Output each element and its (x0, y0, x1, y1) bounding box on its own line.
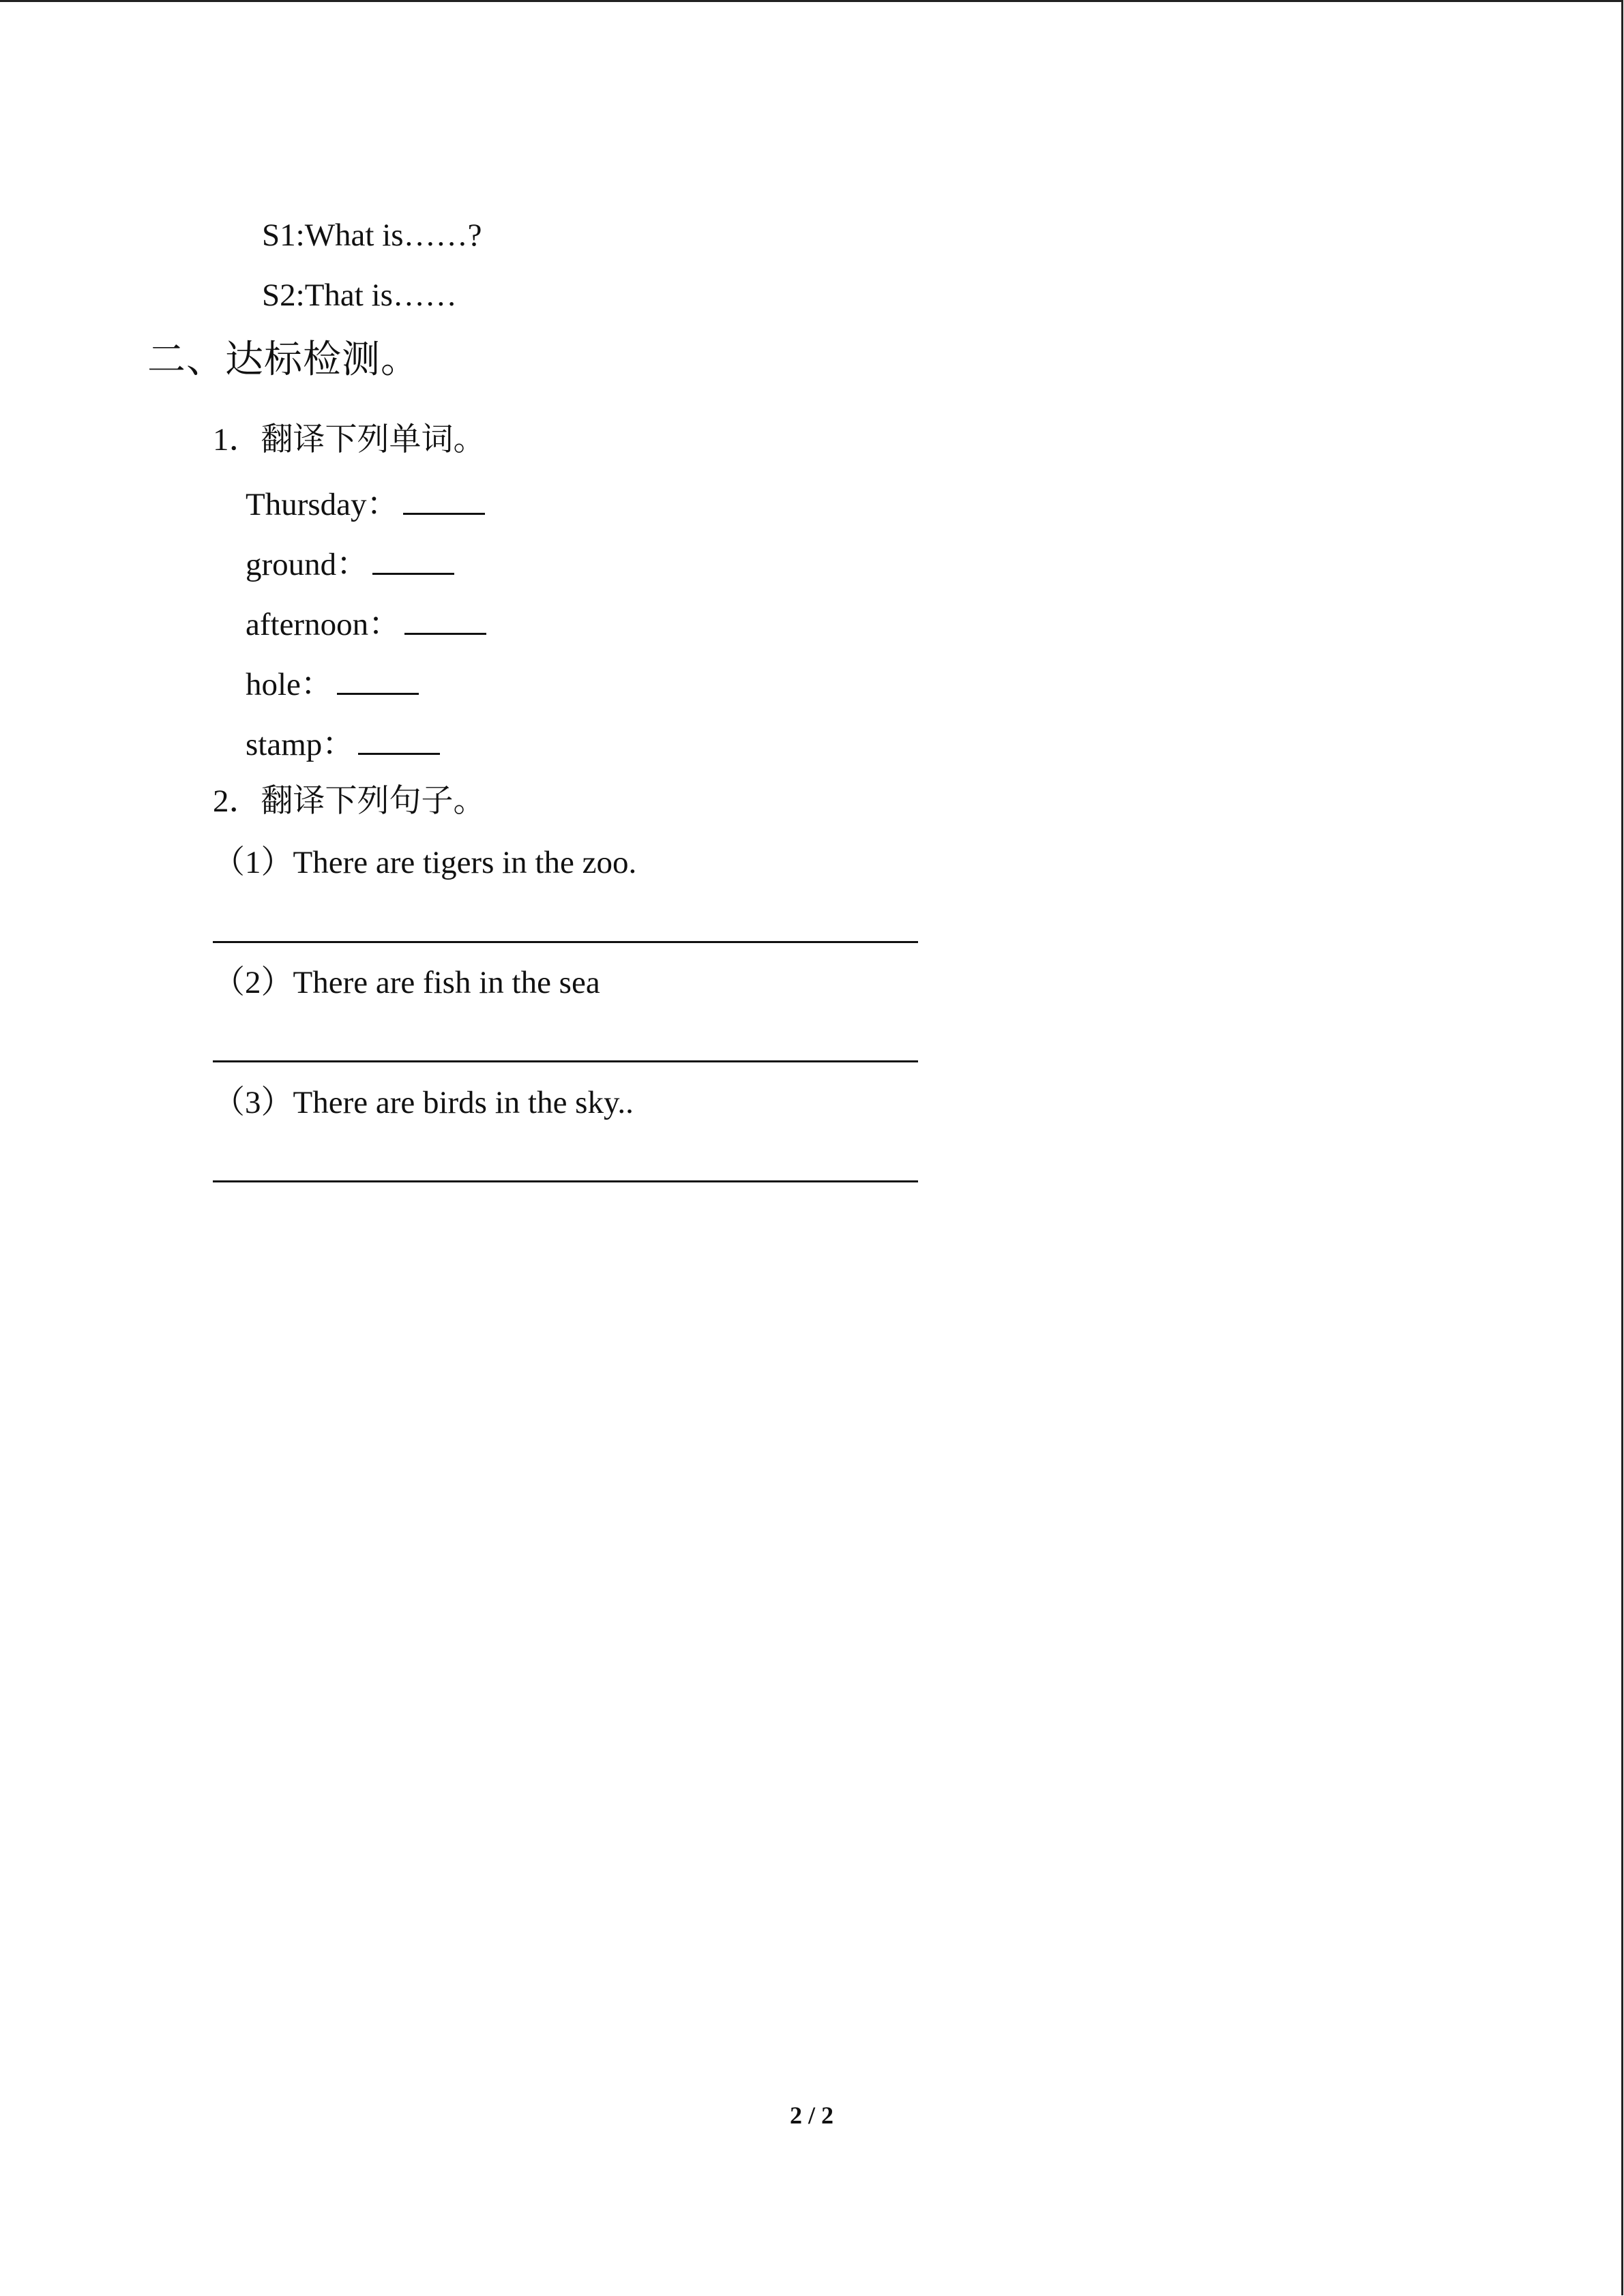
sentence-1: （1）There are tigers in the zoo. (213, 845, 637, 880)
section-heading: 二、达标检测。 (147, 339, 419, 381)
word-row-afternoon (246, 607, 486, 641)
answer-blank[interactable] (337, 667, 419, 695)
question-2-heading: 2．翻译下列句子。 (213, 784, 486, 819)
sentence-2: （2）There are fish in the sea (213, 965, 600, 1000)
answer-blank[interactable] (372, 547, 454, 575)
dialogue-s2: S2:That is…… (262, 278, 457, 313)
answer-blank[interactable] (404, 607, 486, 635)
word-row-ground (246, 547, 454, 581)
word-label: stamp： (246, 727, 355, 762)
word-row-hole (246, 667, 419, 701)
question-1-heading: 1．翻译下列单词。 (213, 422, 486, 458)
word-label: afternoon： (246, 607, 401, 642)
answer-blank[interactable] (358, 727, 440, 755)
word-label: hole： (246, 667, 333, 702)
word-label: Thursday： (246, 487, 399, 522)
answer-line-1[interactable] (213, 941, 918, 943)
answer-blank[interactable] (403, 487, 485, 515)
answer-line-2[interactable] (213, 1060, 918, 1062)
sentence-3: （3）There are birds in the sky.. (213, 1085, 634, 1120)
word-row-thursday (246, 487, 485, 521)
word-row-stamp (246, 727, 440, 761)
answer-line-3[interactable] (213, 1180, 918, 1182)
dialogue-s1: S1:What is……? (262, 218, 482, 253)
page-number: 2 / 2 (790, 2102, 834, 2129)
word-label: ground： (246, 547, 369, 582)
